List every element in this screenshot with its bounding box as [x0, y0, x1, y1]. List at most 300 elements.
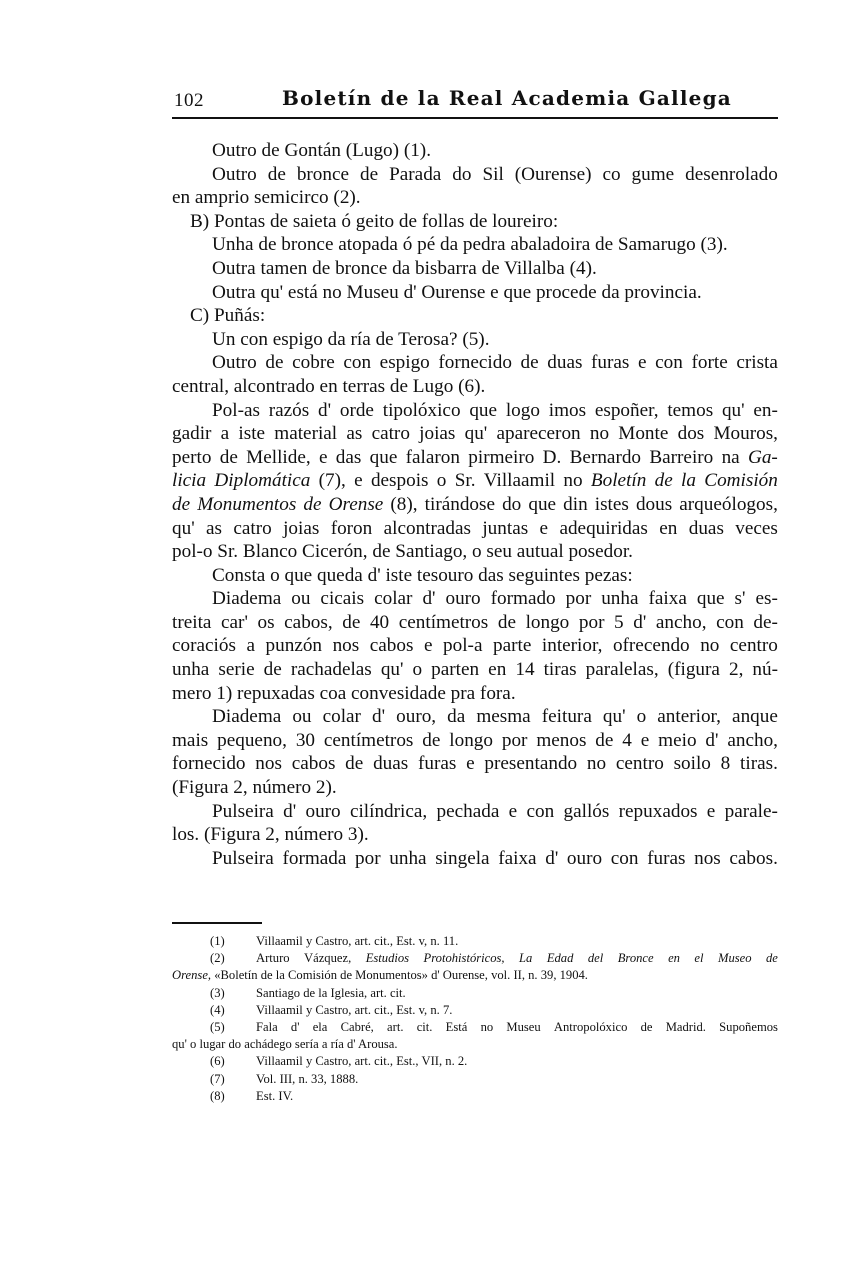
word: desenrolado: [685, 163, 778, 185]
word: d': [545, 847, 559, 869]
text-line: [172, 493, 778, 517]
word: Museu: [506, 1019, 541, 1034]
word: centro: [615, 753, 664, 775]
text-line: mero 1) repuxadas coa convesidade pra fora.: [172, 682, 516, 704]
word: unha: [389, 847, 427, 869]
word: por: [578, 611, 605, 633]
word: Cabré,: [340, 1019, 374, 1034]
word: 40: [369, 611, 390, 633]
text-line: [172, 399, 778, 423]
word: espoñer,: [594, 399, 659, 421]
word: 2,: [728, 659, 744, 681]
footnote: [172, 933, 778, 950]
page-number: 102: [174, 90, 204, 111]
text-line: C) Puñás:: [190, 305, 266, 327]
word: ou: [292, 706, 312, 728]
footnote-text: Santiago de la Iglesia, art. cit.: [256, 985, 406, 1000]
word: treita: [172, 611, 212, 633]
word: Outro: [212, 352, 257, 374]
footnote-number: (6): [210, 1054, 225, 1069]
word: istes: [594, 493, 629, 515]
word: alcontradas: [383, 517, 471, 539]
footnote: [172, 1002, 778, 1019]
word: duas: [373, 753, 409, 775]
word: es-: [755, 588, 778, 610]
word: apareceron: [496, 423, 581, 445]
text-line: (Figura 2, número 2).: [172, 777, 337, 799]
word: Outro: [212, 163, 257, 185]
word: art.: [387, 1019, 404, 1034]
word: espigo: [379, 352, 430, 374]
word: cicais: [320, 588, 365, 610]
word: d': [283, 800, 297, 822]
text-line: [172, 658, 778, 682]
word: unha: [172, 659, 210, 681]
word: de: [267, 163, 286, 185]
word: D.: [542, 446, 562, 468]
footnote-number: (3): [210, 985, 225, 1000]
word: feitura: [541, 706, 592, 728]
text-line: Outro de Gontán (Lugo) (1).: [212, 140, 431, 161]
word: gallós: [563, 800, 610, 822]
footnote-text: [246, 1019, 778, 1036]
word: fornecido: [172, 753, 246, 775]
word: Sil: [482, 163, 504, 185]
word: de: [219, 446, 238, 468]
word: parte: [493, 635, 532, 657]
word: centro: [729, 635, 778, 657]
word: Supoñemos: [719, 1019, 778, 1034]
word: punzón: [265, 635, 323, 657]
text-line: [172, 634, 778, 658]
word: cit.: [416, 1019, 433, 1034]
word: rachadelas: [290, 659, 372, 681]
footnote-continuation: qu' o lugar do achádego sería a ría d' Arousa.: [172, 1037, 398, 1052]
text-line: Outra qu' está no Museu d' Ourense e que procede da provincia.: [212, 281, 702, 303]
word: Pulseira: [212, 847, 274, 869]
word: La: [519, 951, 533, 966]
word: crista: [736, 352, 778, 374]
word: tirándose: [424, 493, 495, 515]
text-line: Consta o que queda d' iste tesouro das seguintes pezas:: [212, 564, 633, 586]
word: de: [265, 352, 284, 374]
word: cabos.: [729, 847, 778, 869]
text-line: [172, 446, 778, 470]
word: catro: [371, 423, 410, 445]
footnote-text: Villaamil y Castro, art. cit., Est., VII, n. 2.: [256, 1054, 468, 1069]
word: de: [640, 1019, 653, 1034]
word: din: [563, 493, 588, 515]
word: na: [721, 446, 740, 468]
word: Barreiro: [649, 446, 714, 468]
word: con: [655, 352, 683, 374]
word: de: [765, 951, 778, 966]
word: Comisión: [704, 470, 778, 492]
word: menos: [536, 729, 587, 751]
footnote-text: [246, 950, 778, 967]
word: longo: [525, 611, 570, 633]
word: Parada: [389, 163, 442, 185]
word: con: [343, 352, 372, 374]
word: Edad: [546, 951, 574, 966]
footnote: [172, 950, 778, 967]
footnote-text: Vol. III, n. 33, 1888.: [256, 1071, 359, 1086]
word: e: [640, 729, 650, 751]
word: d': [705, 729, 719, 751]
word: temos: [667, 399, 714, 421]
text-line: [172, 422, 778, 446]
word: e: [638, 352, 647, 374]
word: falaron: [405, 446, 460, 468]
word: d': [422, 588, 436, 610]
word: (7),: [318, 470, 346, 492]
word: da: [447, 706, 466, 728]
word: dous: [635, 493, 673, 515]
word: repuxados: [618, 800, 698, 822]
word: o: [636, 706, 647, 728]
text-line: [172, 611, 778, 635]
word: qu': [464, 423, 488, 445]
word: ouro: [445, 588, 481, 610]
word: e: [539, 517, 549, 539]
word: ouro: [305, 800, 341, 822]
word: que: [696, 588, 725, 610]
word: car': [221, 611, 248, 633]
word: e: [318, 446, 328, 468]
word: de: [263, 659, 282, 681]
word: en: [488, 659, 507, 681]
word: Sr.: [454, 470, 476, 492]
word: Vázquez,: [304, 951, 352, 966]
word: o: [436, 470, 447, 492]
word: Madrid.: [665, 1019, 706, 1034]
word: Mouros,: [713, 423, 778, 445]
word: d': [372, 706, 386, 728]
word: Arturo: [256, 951, 290, 966]
word: unha: [601, 588, 639, 610]
word: anterior,: [657, 706, 721, 728]
footnote-text: Villaamil y Castro, art. cit., Est. v, n. 11.: [256, 934, 459, 948]
word: 14: [515, 659, 535, 681]
footnote: [172, 1071, 778, 1088]
word: 5: [614, 611, 624, 633]
word: e: [354, 470, 363, 492]
word: o: [412, 659, 423, 681]
word: Bronce: [617, 951, 654, 966]
text-line: [172, 587, 778, 611]
word: duas: [547, 352, 583, 374]
word: adequiridas: [559, 517, 648, 539]
word: veces: [735, 517, 778, 539]
word: de: [303, 493, 322, 515]
text-line: [172, 752, 778, 776]
word: (Ourense): [514, 163, 592, 185]
word: logo: [505, 399, 540, 421]
word: centímetros: [398, 611, 489, 633]
word: parale-: [724, 800, 778, 822]
word: nos: [694, 847, 721, 869]
word: de: [520, 352, 539, 374]
word: a: [220, 423, 230, 445]
footnote: [172, 1053, 778, 1070]
word: furas: [418, 753, 457, 775]
word: perto: [172, 446, 212, 468]
word: por: [565, 588, 592, 610]
word: nú-: [752, 659, 778, 681]
running-title: Boletín de la Real Academia Gallega: [282, 86, 732, 110]
word: que: [369, 446, 398, 468]
word: con: [610, 847, 639, 869]
word: qu': [380, 659, 404, 681]
text-line: Un con espigo da ría de Terosa? (5).: [212, 328, 490, 350]
word: cobre: [292, 352, 335, 374]
text-line: B) Pontas de saieta ó geito de follas de loureiro:: [190, 210, 559, 232]
footnote-continuation: Orense, «Boletín de la Comisión de Monumentos» d' Ourense, vol. II, n. 39, 1904.: [172, 968, 588, 983]
footnote-number: (2): [210, 951, 225, 966]
word: do: [502, 493, 522, 515]
word: ofrecendo: [612, 635, 690, 657]
word: ouro: [566, 847, 603, 869]
word: iste: [238, 423, 266, 445]
word: centímetros: [323, 729, 414, 751]
word: gadir: [172, 423, 212, 445]
word: pol-a: [443, 635, 483, 657]
word: 30: [295, 729, 315, 751]
word: d': [318, 399, 332, 421]
word: furas: [647, 847, 686, 869]
word: do: [452, 163, 472, 185]
word: (8),: [390, 493, 418, 515]
word: Monumentos: [197, 493, 297, 515]
word: das: [335, 446, 362, 468]
footnote-number: (1): [210, 934, 225, 948]
word: Ga-: [747, 446, 778, 468]
word: os: [257, 611, 275, 633]
word: de: [345, 753, 364, 775]
word: faixa: [498, 847, 537, 869]
word: Museo: [717, 951, 752, 966]
footnotes: [172, 933, 778, 1105]
word: anque: [732, 706, 778, 728]
text-line: pol-o Sr. Blanco Cicerón, de Santiago, o seu autual posedor.: [172, 541, 633, 563]
word: gume: [631, 163, 675, 185]
text-line: en amprio semicirco (2).: [172, 187, 361, 209]
word: no: [586, 753, 607, 775]
footnote: [172, 1088, 778, 1105]
word: ancho,: [655, 611, 707, 633]
word: ou: [291, 588, 311, 610]
word: cabos: [369, 635, 414, 657]
word: ancho,: [727, 729, 778, 751]
word: forte: [691, 352, 728, 374]
word: meio: [658, 729, 697, 751]
word: colar: [374, 588, 413, 610]
word: no: [563, 470, 583, 492]
word: licia: [172, 470, 207, 492]
word: e: [508, 800, 518, 822]
word: en-: [753, 399, 778, 421]
word: imos: [548, 399, 587, 421]
word: de: [342, 611, 361, 633]
header-rule: [172, 117, 778, 119]
word: Protohistóricos,: [423, 951, 505, 966]
word: dos: [677, 423, 705, 445]
word: cabos,: [284, 611, 333, 633]
word: Diadema: [212, 706, 282, 728]
word: razós: [268, 399, 310, 421]
word: Estudios: [365, 951, 410, 966]
word: tiras: [543, 659, 577, 681]
word: coraciós: [172, 635, 236, 657]
word: qu': [602, 706, 626, 728]
footnote-number: (5): [210, 1019, 225, 1034]
word: tiras.: [740, 753, 778, 775]
word: Mellide,: [246, 446, 311, 468]
word: e: [706, 800, 716, 822]
word: en: [659, 517, 678, 539]
footnote: [172, 1019, 778, 1036]
word: co: [602, 163, 621, 185]
word: singela: [435, 847, 490, 869]
word: (figura: [667, 659, 720, 681]
word: de: [360, 163, 379, 185]
word: qu': [172, 517, 195, 539]
word: arqueólogos,: [679, 493, 778, 515]
word: 4: [622, 729, 632, 751]
word: del: [587, 951, 604, 966]
word: furas: [591, 352, 630, 374]
body-text: [172, 139, 778, 870]
word: cilíndrica,: [349, 800, 428, 822]
word: de: [172, 493, 191, 515]
text-line: [172, 800, 778, 824]
word: pechada: [436, 800, 500, 822]
word: que: [469, 399, 498, 421]
word: de: [422, 729, 441, 751]
word: presentando: [484, 753, 578, 775]
word: joias: [283, 517, 320, 539]
word: Bernardo: [569, 446, 642, 468]
text-line: [172, 847, 778, 871]
word: d': [633, 611, 647, 633]
word: Villaamil: [483, 470, 556, 492]
word: juntas: [482, 517, 529, 539]
word: por: [501, 729, 528, 751]
word: despois: [370, 470, 429, 492]
word: pequeno,: [217, 729, 287, 751]
footnote-text: Villaamil y Castro, art. cit., Est. v, n. 7.: [256, 1002, 453, 1017]
word: soilo: [673, 753, 711, 775]
word: serie: [218, 659, 255, 681]
word: foron: [330, 517, 373, 539]
word: la: [681, 470, 696, 492]
word: catro: [233, 517, 272, 539]
word: d': [290, 1019, 300, 1034]
text-line: [172, 705, 778, 729]
word: orde: [339, 399, 374, 421]
word: 8: [720, 753, 731, 775]
word: el: [694, 951, 704, 966]
word: Pol-as: [212, 399, 260, 421]
text-line: [172, 163, 778, 187]
word: Diadema: [212, 588, 282, 610]
word: fornecido: [438, 352, 512, 374]
word: Fala: [256, 1019, 278, 1034]
word: de: [497, 611, 516, 633]
word: no: [480, 1019, 494, 1034]
footnote-text: Est. IV.: [256, 1088, 294, 1103]
word: Orense: [328, 493, 384, 515]
word: con: [526, 800, 555, 822]
word: formado: [490, 588, 556, 610]
text-line: [172, 729, 778, 753]
word: qu': [721, 399, 745, 421]
word: por: [355, 847, 381, 869]
footnote-number: (7): [210, 1071, 225, 1086]
word: paralelas,: [585, 659, 659, 681]
word: duas: [688, 517, 724, 539]
text-line: central, alcontrado en terras de Lugo (6).: [172, 375, 486, 397]
word: longo: [449, 729, 493, 751]
word: de: [595, 729, 614, 751]
word: Pulseira: [212, 800, 274, 822]
word: tipolóxico: [382, 399, 461, 421]
word: as: [346, 423, 363, 445]
word: formada: [282, 847, 347, 869]
word: material: [274, 423, 338, 445]
footnote-number: (4): [210, 1002, 225, 1017]
word: Está: [445, 1019, 468, 1034]
word: Antropolóxico: [553, 1019, 628, 1034]
word: e: [423, 635, 433, 657]
text-line: Outra tamen de bronce da bisbarra de Villalba (4).: [212, 257, 597, 279]
word: e: [466, 753, 475, 775]
word: as: [206, 517, 222, 539]
word: bronce: [296, 163, 350, 185]
word: que: [528, 493, 557, 515]
footnote-number: (8): [210, 1088, 225, 1103]
word: s': [734, 588, 746, 610]
text-line: Unha de bronce atopada ó pé da pedra abaladoira de Samarugo (3).: [212, 234, 728, 256]
word: Monte: [618, 423, 669, 445]
word: ela: [312, 1019, 328, 1034]
word: en: [668, 951, 680, 966]
word: parten: [431, 659, 480, 681]
word: no: [589, 423, 610, 445]
word: nos: [255, 753, 282, 775]
word: con: [716, 611, 744, 633]
word: de: [654, 470, 673, 492]
word: no: [700, 635, 720, 657]
word: Diplomática: [214, 470, 311, 492]
word: faixa: [648, 588, 687, 610]
word: de-: [753, 611, 778, 633]
footnote-separator: [172, 922, 262, 924]
word: a: [246, 635, 255, 657]
word: colar: [322, 706, 361, 728]
word: interior,: [541, 635, 603, 657]
word: mais: [172, 729, 209, 751]
text-line: [172, 351, 778, 375]
text-line: [172, 469, 778, 493]
text-line: [172, 517, 778, 541]
word: joias: [419, 423, 456, 445]
footnote: [172, 985, 778, 1002]
word: pirmeiro: [468, 446, 535, 468]
page-header: [172, 86, 778, 116]
word: mesma: [476, 706, 531, 728]
word: nos: [332, 635, 360, 657]
